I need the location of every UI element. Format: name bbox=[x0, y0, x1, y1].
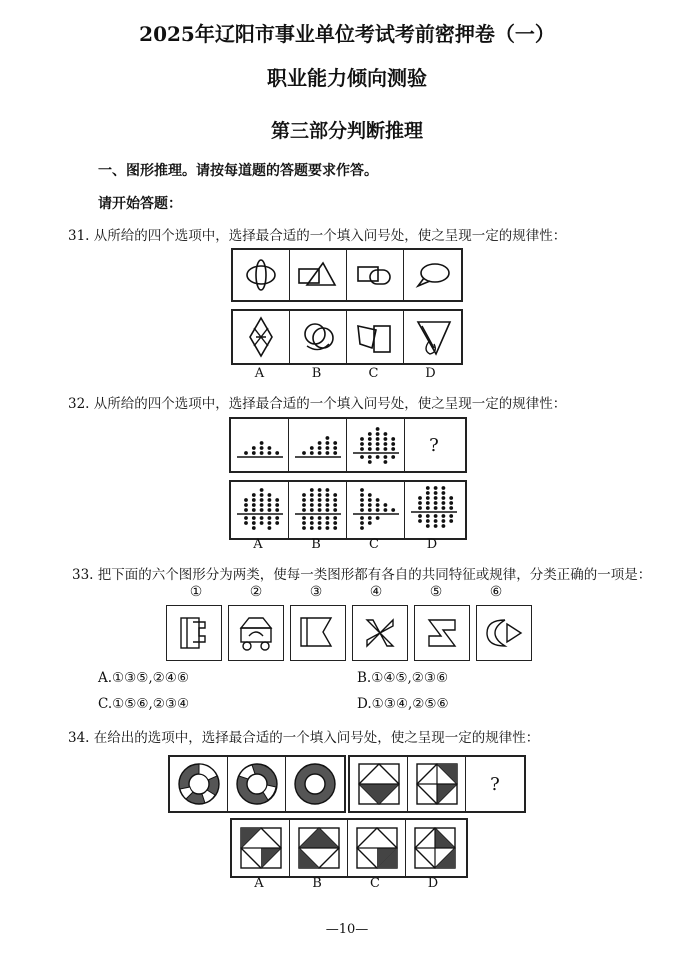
q32-label-c: C bbox=[369, 537, 379, 552]
dot bbox=[259, 498, 263, 502]
dot bbox=[360, 498, 364, 502]
q32-text: 32. 从所给的四个选项中，选择最合适的一个填入问号处，使之呈现一定的规律性： bbox=[68, 396, 567, 412]
dot bbox=[449, 501, 453, 505]
q31-label-b: B bbox=[311, 366, 322, 381]
q32-stem-figure-1 bbox=[231, 419, 289, 471]
q34-options-row bbox=[230, 818, 468, 878]
dot bbox=[251, 508, 255, 512]
dot bbox=[360, 447, 364, 451]
dot bbox=[267, 446, 271, 450]
q34-option-b-figure[interactable] bbox=[290, 820, 348, 876]
dot bbox=[259, 488, 263, 492]
dot bbox=[418, 506, 422, 510]
dot bbox=[325, 451, 329, 455]
dot bbox=[309, 516, 313, 520]
q31-label-c: C bbox=[368, 366, 379, 381]
q34-stem-figure-4 bbox=[350, 757, 408, 811]
dot bbox=[426, 514, 430, 518]
q31-text: 31. 从所给的四个选项中，选择最合适的一个填入问号处，使之呈现一定的规律性： bbox=[68, 228, 567, 244]
dot bbox=[375, 447, 379, 451]
dot bbox=[367, 432, 371, 436]
dot bbox=[375, 455, 379, 459]
q32-option-a-figure[interactable] bbox=[231, 482, 289, 538]
q31-option-d-figure[interactable] bbox=[404, 311, 461, 363]
dot bbox=[383, 437, 387, 441]
q33-figures-row bbox=[166, 605, 526, 661]
dot bbox=[325, 446, 329, 450]
dot bbox=[383, 455, 387, 459]
dot bbox=[434, 491, 438, 495]
dot bbox=[442, 514, 446, 518]
dot bbox=[302, 516, 306, 520]
dot bbox=[267, 508, 271, 512]
dot bbox=[426, 496, 430, 500]
dot bbox=[267, 521, 271, 525]
dot bbox=[426, 506, 430, 510]
dot bbox=[333, 441, 337, 445]
q32-stem-figure-2 bbox=[289, 419, 347, 471]
dot bbox=[383, 442, 387, 446]
q33-choice-b[interactable]: B.①④⑤,②③⑥ bbox=[357, 670, 449, 686]
dot bbox=[325, 498, 329, 502]
dot bbox=[333, 493, 337, 497]
dot bbox=[442, 519, 446, 523]
dot bbox=[367, 442, 371, 446]
dot bbox=[333, 526, 337, 530]
dot bbox=[309, 488, 313, 492]
dot bbox=[391, 447, 395, 451]
dot bbox=[244, 516, 248, 520]
dot bbox=[383, 503, 387, 507]
q34-stem-right-row bbox=[348, 755, 526, 813]
dot bbox=[375, 437, 379, 441]
dot bbox=[267, 451, 271, 455]
q33-choice-d[interactable]: D.①③④,②⑤⑥ bbox=[357, 696, 449, 712]
q33-text: 33. 把下面的六个图形分为两类，使每一类图形都有各自的共同特征或规律，分类正确的一项是： bbox=[72, 567, 652, 583]
dot bbox=[325, 493, 329, 497]
dot bbox=[325, 503, 329, 507]
q32-option-labels bbox=[229, 537, 463, 552]
q34-label-d: D bbox=[427, 876, 439, 891]
dot bbox=[426, 486, 430, 490]
dot bbox=[302, 493, 306, 497]
dot bbox=[391, 508, 395, 512]
q34-label-b: B bbox=[312, 876, 322, 891]
q34-option-c-figure[interactable] bbox=[348, 820, 406, 876]
dot bbox=[383, 432, 387, 436]
dot bbox=[333, 521, 337, 525]
dot bbox=[360, 526, 364, 530]
dot bbox=[309, 508, 313, 512]
q34-label-a: A bbox=[254, 876, 264, 891]
dot bbox=[442, 524, 446, 528]
q33-choice-c[interactable]: C.①⑤⑥,②③④ bbox=[98, 696, 190, 712]
dot bbox=[259, 503, 263, 507]
dot bbox=[309, 493, 313, 497]
q34-stem-figure-5 bbox=[408, 757, 466, 811]
dot bbox=[244, 521, 248, 525]
dot bbox=[426, 519, 430, 523]
dot bbox=[251, 526, 255, 530]
dot bbox=[375, 432, 379, 436]
q32-option-d-figure[interactable] bbox=[405, 482, 463, 538]
q33-figure-1 bbox=[166, 605, 222, 661]
dot bbox=[442, 496, 446, 500]
dot bbox=[317, 451, 321, 455]
dot bbox=[442, 506, 446, 510]
dot bbox=[418, 514, 422, 518]
q33-number-6: ⑥ bbox=[489, 584, 503, 600]
dot bbox=[360, 442, 364, 446]
dot bbox=[259, 451, 263, 455]
dot bbox=[375, 508, 379, 512]
q31-label-a: A bbox=[254, 366, 265, 381]
dot bbox=[267, 503, 271, 507]
q33-figure-4 bbox=[352, 605, 408, 661]
q34-option-labels bbox=[230, 876, 464, 891]
q34-text: 34. 在给出的选项中，选择最合适的一个填入问号处，使之呈现一定的规律性： bbox=[68, 730, 540, 746]
q33-figure-numbers bbox=[166, 584, 526, 600]
dot bbox=[251, 446, 255, 450]
dot bbox=[251, 498, 255, 502]
q33-number-3: ③ bbox=[309, 584, 323, 600]
q33-figure-6 bbox=[476, 605, 532, 661]
q31-stem-figure-4 bbox=[404, 250, 461, 300]
dot bbox=[375, 427, 379, 431]
dot bbox=[434, 514, 438, 518]
dot bbox=[442, 491, 446, 495]
dot bbox=[434, 519, 438, 523]
dot bbox=[449, 514, 453, 518]
dot bbox=[275, 503, 279, 507]
dot bbox=[360, 455, 364, 459]
q31-stem-row bbox=[231, 248, 463, 302]
dot bbox=[325, 436, 329, 440]
dot bbox=[325, 508, 329, 512]
q34-stem-figure-1 bbox=[170, 757, 228, 811]
dot bbox=[391, 455, 395, 459]
dot bbox=[360, 516, 364, 520]
dot bbox=[418, 496, 422, 500]
dot bbox=[367, 447, 371, 451]
q32-option-b-figure[interactable] bbox=[289, 482, 347, 538]
dot bbox=[418, 519, 422, 523]
dot bbox=[375, 503, 379, 507]
dot bbox=[302, 503, 306, 507]
dot bbox=[317, 498, 321, 502]
dot bbox=[391, 437, 395, 441]
q32-option-c-figure[interactable] bbox=[347, 482, 405, 538]
dot bbox=[317, 526, 321, 530]
dot bbox=[244, 508, 248, 512]
dot bbox=[302, 526, 306, 530]
q32-options-row bbox=[229, 480, 467, 540]
q31-label-d: D bbox=[425, 366, 436, 381]
dot bbox=[360, 437, 364, 441]
q33-number-2: ② bbox=[249, 584, 263, 600]
q33-choice-a[interactable]: A.①③⑤,②④⑥ bbox=[98, 670, 189, 686]
exam-subtitle: 职业能力倾向测验 bbox=[267, 66, 427, 90]
dot bbox=[317, 493, 321, 497]
dot bbox=[360, 508, 364, 512]
dot bbox=[267, 516, 271, 520]
q31-option-a-figure[interactable] bbox=[233, 311, 290, 363]
dot bbox=[434, 486, 438, 490]
dot bbox=[325, 488, 329, 492]
q33-figure-2 bbox=[228, 605, 284, 661]
dot bbox=[317, 446, 321, 450]
q32-label-a: A bbox=[253, 537, 263, 552]
dot bbox=[309, 446, 313, 450]
dot bbox=[259, 521, 263, 525]
dot bbox=[251, 521, 255, 525]
dot bbox=[367, 516, 371, 520]
dot bbox=[383, 447, 387, 451]
exam-title: 2025年辽阳市事业单位考试考前密押卷（一） bbox=[139, 22, 555, 46]
q34-option-d-figure[interactable] bbox=[406, 820, 464, 876]
dot bbox=[391, 442, 395, 446]
q33-number-5: ⑤ bbox=[429, 584, 443, 600]
q33-number-1: ① bbox=[189, 584, 203, 600]
dot bbox=[367, 455, 371, 459]
q31-option-b-figure[interactable] bbox=[290, 311, 347, 363]
dot bbox=[309, 526, 313, 530]
dot bbox=[333, 498, 337, 502]
dot bbox=[367, 503, 371, 507]
dot bbox=[259, 446, 263, 450]
q31-stem-figure-2 bbox=[290, 250, 347, 300]
dot bbox=[317, 441, 321, 445]
q32-label-d: D bbox=[426, 537, 438, 552]
dot bbox=[309, 451, 313, 455]
dot bbox=[449, 519, 453, 523]
dot bbox=[302, 508, 306, 512]
dot bbox=[325, 516, 329, 520]
q34-option-a-figure[interactable] bbox=[232, 820, 290, 876]
q34-stem-left-row bbox=[168, 755, 346, 813]
dot bbox=[275, 498, 279, 502]
dot bbox=[251, 451, 255, 455]
q34-stem-figure-2 bbox=[228, 757, 286, 811]
q32-stem-row bbox=[229, 417, 467, 473]
dot bbox=[360, 521, 364, 525]
dot bbox=[275, 451, 279, 455]
dot bbox=[383, 460, 387, 464]
q31-stem-figure-1 bbox=[233, 250, 290, 300]
dot bbox=[317, 521, 321, 525]
dot bbox=[367, 460, 371, 464]
q34-question-mark: ? bbox=[490, 773, 500, 795]
dot bbox=[418, 501, 422, 505]
dot bbox=[434, 506, 438, 510]
dot bbox=[367, 498, 371, 502]
dot bbox=[426, 524, 430, 528]
dot bbox=[317, 503, 321, 507]
q32-question-mark: ? bbox=[429, 434, 439, 456]
dot bbox=[267, 498, 271, 502]
q33-number-4: ④ bbox=[369, 584, 383, 600]
dot bbox=[325, 526, 329, 530]
dot bbox=[333, 508, 337, 512]
dot bbox=[325, 521, 329, 525]
dot bbox=[426, 491, 430, 495]
dot bbox=[244, 498, 248, 502]
q32-label-b: B bbox=[311, 537, 321, 552]
dot bbox=[442, 501, 446, 505]
dot bbox=[317, 488, 321, 492]
dot bbox=[251, 503, 255, 507]
q33-figure-5 bbox=[414, 605, 470, 661]
q34-question-cell bbox=[466, 757, 524, 811]
dot bbox=[449, 496, 453, 500]
dot bbox=[302, 498, 306, 502]
dot bbox=[375, 498, 379, 502]
q31-options-row bbox=[231, 309, 463, 365]
dot bbox=[309, 498, 313, 502]
section-heading: 一、图形推理。请按每道题的答题要求作答。 bbox=[98, 163, 378, 179]
dot bbox=[449, 506, 453, 510]
dot bbox=[275, 508, 279, 512]
dot bbox=[367, 437, 371, 441]
dot bbox=[360, 493, 364, 497]
q32-stem-figure-3 bbox=[347, 419, 405, 471]
dot bbox=[375, 442, 379, 446]
start-label: 请开始答题： bbox=[98, 196, 182, 212]
dot bbox=[434, 501, 438, 505]
dot bbox=[375, 516, 379, 520]
dot bbox=[434, 524, 438, 528]
dot bbox=[267, 526, 271, 530]
dot bbox=[251, 516, 255, 520]
q31-option-c-figure[interactable] bbox=[347, 311, 404, 363]
dot bbox=[302, 521, 306, 525]
part-title: 第三部分判断推理 bbox=[270, 120, 423, 142]
dot bbox=[434, 496, 438, 500]
dot bbox=[244, 451, 248, 455]
dot bbox=[251, 493, 255, 497]
dot bbox=[259, 441, 263, 445]
q33-figure-3 bbox=[290, 605, 346, 661]
q31-option-labels bbox=[231, 366, 459, 381]
dot bbox=[333, 516, 337, 520]
dot bbox=[317, 508, 321, 512]
dot bbox=[333, 446, 337, 450]
q31-stem-figure-3 bbox=[347, 250, 404, 300]
dot bbox=[333, 451, 337, 455]
q32-question-cell bbox=[405, 419, 463, 471]
dot bbox=[309, 503, 313, 507]
dot bbox=[317, 516, 321, 520]
page-number: —10— bbox=[325, 922, 369, 937]
dot bbox=[259, 508, 263, 512]
dot bbox=[383, 508, 387, 512]
dot bbox=[259, 493, 263, 497]
dot bbox=[367, 521, 371, 525]
dot bbox=[309, 521, 313, 525]
dot bbox=[360, 488, 364, 492]
dot bbox=[302, 451, 306, 455]
dot bbox=[426, 501, 430, 505]
dot bbox=[267, 493, 271, 497]
dot bbox=[325, 441, 329, 445]
dot bbox=[275, 516, 279, 520]
dot bbox=[275, 521, 279, 525]
dot bbox=[367, 508, 371, 512]
dot bbox=[442, 486, 446, 490]
q34-label-c: C bbox=[370, 876, 380, 891]
dot bbox=[244, 503, 248, 507]
dot bbox=[333, 503, 337, 507]
q34-stem-figure-3 bbox=[286, 757, 344, 811]
dot bbox=[360, 503, 364, 507]
dot bbox=[367, 493, 371, 497]
dot bbox=[259, 516, 263, 520]
